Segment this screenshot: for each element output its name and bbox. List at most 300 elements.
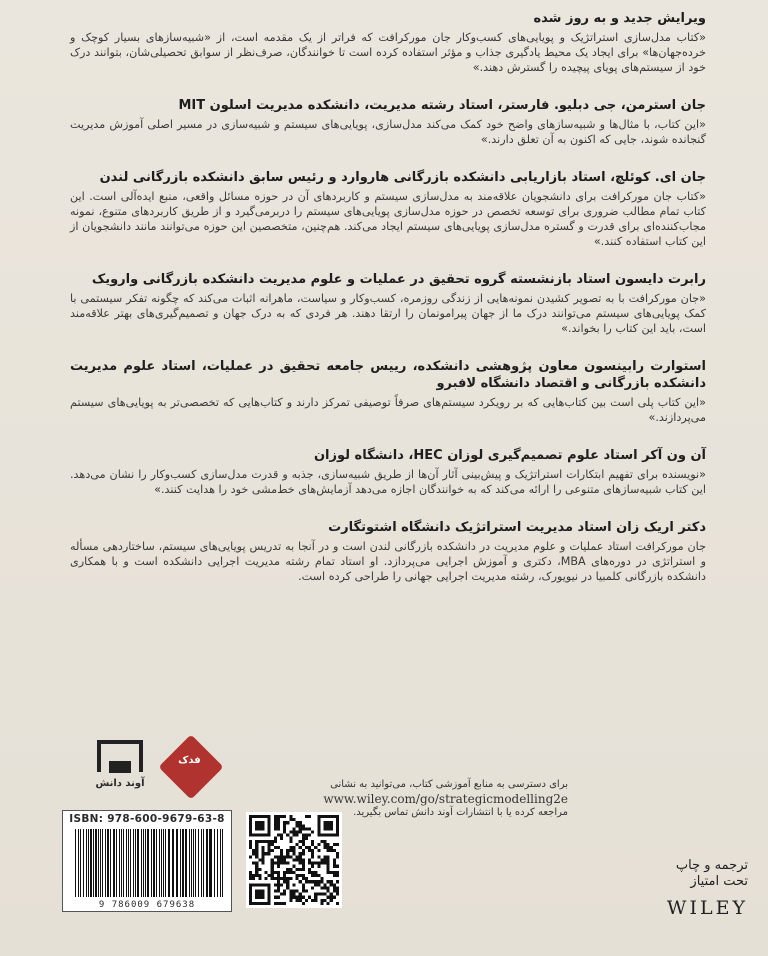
qr-module bbox=[286, 877, 289, 880]
qr-module bbox=[274, 871, 277, 874]
qr-module bbox=[274, 855, 277, 858]
barcode-bar bbox=[203, 829, 204, 897]
qr-module bbox=[327, 889, 330, 892]
qr-module bbox=[333, 849, 336, 852]
section-text: «این کتاب پلی است بین کتاب‌هایی که بر رویکرد سیستم‌های صرفاً توصیفی تمرکز دارند و کتاب‌هایی که تخصصی‌تر به پویایی‌های سیستم می‌پردازند.» bbox=[70, 396, 706, 424]
qr-module bbox=[320, 899, 323, 902]
qr-module bbox=[296, 858, 299, 861]
qr-module bbox=[323, 862, 326, 865]
qr-module bbox=[280, 883, 283, 886]
qr-module bbox=[317, 883, 320, 886]
endorsements bbox=[70, 10, 706, 606]
qr-module bbox=[292, 831, 295, 834]
qr-module bbox=[336, 843, 339, 846]
qr-module bbox=[271, 843, 274, 846]
qr-module bbox=[283, 871, 286, 874]
qr-module bbox=[302, 840, 305, 843]
qr-module bbox=[296, 843, 299, 846]
qr-module bbox=[302, 824, 305, 827]
qr-module bbox=[286, 849, 289, 852]
qr-module bbox=[252, 877, 255, 880]
qr-module bbox=[317, 843, 320, 846]
qr-module bbox=[296, 896, 299, 899]
qr-module bbox=[283, 831, 286, 834]
qr-module bbox=[314, 874, 317, 877]
qr-module bbox=[299, 858, 302, 861]
barcode-bar bbox=[98, 829, 99, 897]
qr-module bbox=[314, 846, 317, 849]
qr-module bbox=[277, 877, 280, 880]
qr-module bbox=[289, 815, 292, 818]
barcode-bar bbox=[168, 829, 170, 897]
qr-module bbox=[311, 880, 314, 883]
qr-module bbox=[311, 871, 314, 874]
barcode-bar bbox=[126, 829, 127, 897]
qr-module bbox=[280, 858, 283, 861]
barcode-icon bbox=[75, 829, 223, 897]
qr-module bbox=[311, 840, 314, 843]
qr-module bbox=[330, 849, 333, 852]
qr-module bbox=[292, 858, 295, 861]
section-text: «جان مورکرافت با به تصویر کشیدن نمونه‌هایی از زندگی روزمره، کسب‌وکار و سیاست، ماهرانه اثبات می‌کند که چگونه تفکر سیستمی با کمک پویایی‌های سیستم می‌توانند درک ما از جهان پیرامونمان را ارتقا دهند. هر فردی که به درک جهان و تصمیم‌گیری‌های بهتر علاقه‌مند است، باید این کتاب را بخواند.» bbox=[70, 292, 706, 335]
qr-module bbox=[271, 868, 274, 871]
qr-module bbox=[327, 849, 330, 852]
barcode-bar bbox=[172, 829, 174, 897]
qr-module bbox=[333, 865, 336, 868]
qr-module bbox=[292, 834, 295, 837]
qr-module bbox=[336, 871, 339, 874]
qr-module bbox=[271, 849, 274, 852]
qr-module bbox=[261, 846, 264, 849]
qr-module bbox=[268, 852, 271, 855]
qr-module bbox=[292, 846, 295, 849]
qr-module bbox=[323, 840, 326, 843]
qr-module bbox=[302, 834, 305, 837]
barcode-bar bbox=[193, 829, 194, 897]
qr-module bbox=[289, 831, 292, 834]
qr-module bbox=[302, 858, 305, 861]
barcode-bar bbox=[189, 829, 190, 897]
qr-module bbox=[302, 862, 305, 865]
section-quelch bbox=[70, 169, 706, 249]
barcode-bar bbox=[135, 829, 136, 897]
qr-module bbox=[320, 886, 323, 889]
qr-module bbox=[296, 889, 299, 892]
qr-module bbox=[249, 846, 252, 849]
qr-module bbox=[311, 874, 314, 877]
barcode-bar bbox=[75, 829, 76, 897]
barcode-bar bbox=[217, 829, 218, 897]
avand-danesh-logo bbox=[90, 740, 150, 798]
qr-module bbox=[308, 858, 311, 861]
qr-module bbox=[277, 880, 280, 883]
qr-module bbox=[283, 855, 286, 858]
qr-module bbox=[289, 899, 292, 902]
qr-module bbox=[311, 831, 314, 834]
qr-module bbox=[330, 871, 333, 874]
qr-module bbox=[292, 893, 295, 896]
qr-module bbox=[314, 893, 317, 896]
qr-module bbox=[277, 824, 280, 827]
qr-module bbox=[274, 837, 277, 840]
barcode-bar bbox=[198, 829, 199, 897]
barcode-bar bbox=[147, 829, 149, 897]
qr-module bbox=[308, 815, 311, 818]
barcode-bar bbox=[105, 829, 106, 897]
qr-module bbox=[302, 837, 305, 840]
qr-module bbox=[261, 855, 264, 858]
fadak-logo bbox=[158, 734, 223, 799]
qr-module bbox=[296, 874, 299, 877]
translation-credit bbox=[638, 858, 748, 890]
qr-module bbox=[283, 858, 286, 861]
qr-module bbox=[289, 846, 292, 849]
barcode-bar bbox=[210, 829, 212, 897]
qr-module bbox=[271, 871, 274, 874]
qr-module bbox=[274, 902, 277, 905]
qr-module bbox=[336, 880, 339, 883]
barcode-bar bbox=[222, 829, 223, 897]
wiley-logo: WILEY bbox=[666, 897, 748, 919]
qr-module bbox=[299, 821, 302, 824]
qr-module bbox=[277, 862, 280, 865]
qr-module bbox=[330, 883, 333, 886]
qr-module bbox=[292, 818, 295, 821]
qr-module bbox=[274, 896, 277, 899]
qr-module bbox=[283, 877, 286, 880]
barcode-bar bbox=[141, 829, 142, 897]
qr-module bbox=[286, 886, 289, 889]
qr-module bbox=[258, 840, 261, 843]
qr-module bbox=[330, 880, 333, 883]
qr-module bbox=[320, 862, 323, 865]
qr-module bbox=[283, 862, 286, 865]
section-van-ackere bbox=[70, 447, 706, 497]
barcode-bar bbox=[119, 829, 120, 897]
qr-module bbox=[317, 862, 320, 865]
qr-module bbox=[299, 862, 302, 865]
qr-module bbox=[283, 880, 286, 883]
barcode-bar bbox=[88, 829, 89, 897]
barcode-bar bbox=[206, 829, 208, 897]
qr-module bbox=[258, 858, 261, 861]
section-text: «این کتاب، با مثال‌ها و شبیه‌سازهای واضح خود کمک می‌کند مدل‌سازی، پویایی‌های سیستم و شبیه‌سازی در مسیر اصلی آموزش مدیریت گنجانده شوند، جایی که اکنون به آن تعلق دارند.» bbox=[70, 118, 706, 146]
qr-module bbox=[277, 902, 280, 905]
qr-module bbox=[305, 837, 308, 840]
qr-module bbox=[274, 883, 277, 886]
qr-module bbox=[302, 843, 305, 846]
qr-module bbox=[280, 862, 283, 865]
qr-module bbox=[277, 846, 280, 849]
isbn-barcode bbox=[62, 810, 232, 912]
qr-module bbox=[277, 821, 280, 824]
barcode-bar bbox=[83, 829, 84, 897]
resources-url: www.wiley.com/go/strategicmodelling2e bbox=[323, 792, 568, 806]
qr-module bbox=[274, 818, 277, 821]
qr-module bbox=[252, 852, 255, 855]
qr-module bbox=[311, 855, 314, 858]
section-text: «کتاب مدل‌سازی استراتژیک و پویایی‌های کسب‌وکار جان مورکرافت که فراتر از یک مقدمه است، از «شبیه‌سازهای بسیار کوچک و خرده‌جهان‌ها» برای ایجاد یک محیط یادگیری جذاب و مؤثر استفاده کرده است تا خوانندگان، صرف‌نظر از سوابق تحصیلی‌شان، بتوانند درک خود از سیستم‌های پویای پیچیده را گسترش دهند.» bbox=[70, 31, 706, 74]
qr-module bbox=[255, 862, 258, 865]
qr-module bbox=[330, 899, 333, 902]
qr-module bbox=[296, 868, 299, 871]
barcode-bar bbox=[123, 829, 124, 897]
qr-module bbox=[317, 855, 320, 858]
qr-module bbox=[289, 840, 292, 843]
qr-module bbox=[280, 837, 283, 840]
qr-module bbox=[336, 893, 339, 896]
qr-module bbox=[289, 877, 292, 880]
qr-module bbox=[289, 855, 292, 858]
qr-module bbox=[333, 871, 336, 874]
section-text: «کتاب جان مورکرافت برای دانشجویان علاقه‌مند به مدل‌سازی سیستم و کاربردهای آن در حوزه مسائل واقعی، منبع ایده‌آلی است. این کتاب تمام مطالب ضروری برای توسعه تخصص در حوزه مدل‌سازی پویایی‌های سیستم را دربرمی‌گیرد و از طریق کاربردهای متنوع، نمونه مجاب‌کننده‌ای برای قدرت و گستره مدل‌سازی پویایی‌های سیستم ایجاد می‌کند. هم‌چنین، متخصصین این حوزه می‌توانند مانند دانشجویان از این کتاب استفاده کنند.» bbox=[70, 190, 706, 248]
fadak-label: فدک bbox=[178, 754, 201, 766]
qr-module bbox=[268, 843, 271, 846]
qr-module bbox=[299, 824, 302, 827]
qr-module bbox=[277, 818, 280, 821]
qr-module bbox=[302, 874, 305, 877]
qr-module bbox=[308, 871, 311, 874]
barcode-bar bbox=[145, 829, 146, 897]
qr-module bbox=[323, 846, 326, 849]
resources-line2: مراجعه کرده یا با انتشارات آوند دانش تماس بگیرید. bbox=[353, 807, 568, 818]
qr-module bbox=[277, 815, 280, 818]
qr-module bbox=[277, 896, 280, 899]
qr-module bbox=[333, 874, 336, 877]
qr-module bbox=[305, 827, 308, 830]
qr-module bbox=[336, 902, 339, 905]
qr-module bbox=[308, 849, 311, 852]
qr-module bbox=[302, 852, 305, 855]
qr-module bbox=[302, 902, 305, 905]
qr-module bbox=[255, 871, 258, 874]
qr-module bbox=[299, 827, 302, 830]
qr-module bbox=[289, 818, 292, 821]
barcode-bar bbox=[176, 829, 178, 897]
qr-module bbox=[289, 837, 292, 840]
barcode-bar bbox=[107, 829, 109, 897]
qr-module bbox=[299, 846, 302, 849]
barcode-bar bbox=[80, 829, 81, 897]
qr-module bbox=[292, 852, 295, 855]
barcode-bar bbox=[156, 829, 157, 897]
qr-module bbox=[292, 865, 295, 868]
barcode-bar bbox=[191, 829, 192, 897]
qr-module bbox=[283, 902, 286, 905]
qr-module bbox=[320, 893, 323, 896]
qr-module bbox=[327, 865, 330, 868]
qr-module bbox=[274, 821, 277, 824]
barcode-digits: 9 786009 679638 bbox=[98, 900, 196, 910]
qr-module bbox=[283, 889, 286, 892]
qr-module bbox=[249, 840, 252, 843]
qr-module bbox=[323, 821, 332, 830]
barcode-bar bbox=[159, 829, 160, 897]
qr-module bbox=[255, 889, 264, 898]
qr-module bbox=[277, 874, 280, 877]
qr-module bbox=[314, 896, 317, 899]
qr-module bbox=[249, 874, 252, 877]
barcode-bar bbox=[116, 829, 117, 897]
qr-module bbox=[286, 880, 289, 883]
qr-module bbox=[323, 893, 326, 896]
qr-module bbox=[286, 834, 289, 837]
qr-module bbox=[314, 880, 317, 883]
qr-module bbox=[274, 824, 277, 827]
qr-module bbox=[283, 827, 286, 830]
section-heading: جان ای. کوئلچ، استاد بازاریابی دانشکده بازرگانی هاروارد و رئیس سابق دانشکده بازرگانی لندن bbox=[99, 170, 706, 185]
qr-module bbox=[308, 880, 311, 883]
qr-module bbox=[317, 865, 320, 868]
qr-module bbox=[333, 862, 336, 865]
qr-module bbox=[305, 815, 308, 818]
qr-module bbox=[302, 849, 305, 852]
qr-module bbox=[271, 874, 274, 877]
qr-module bbox=[299, 868, 302, 871]
qr-module bbox=[274, 815, 277, 818]
qr-module bbox=[283, 824, 286, 827]
qr-module bbox=[333, 883, 336, 886]
qr-module bbox=[311, 899, 314, 902]
qr-module bbox=[323, 843, 326, 846]
qr-module bbox=[258, 877, 261, 880]
qr-module bbox=[299, 899, 302, 902]
qr-module bbox=[274, 827, 277, 830]
qr-module bbox=[333, 886, 336, 889]
qr-module bbox=[317, 893, 320, 896]
section-text: جان مورکرافت استاد عملیات و علوم مدیریت در دانشکده بازرگانی لندن است و در آنجا به تدریس پویایی‌های سیستم، ساختاردهی مسأله و استراتژی در دوره‌های MBA، دکتری و آموزش اجرایی می‌پردازد. او استاد تمام رشته مدیریت اجرایی دانشکده است و با همکاری دانشکده بازرگانی کلمبیا در نیویورک، رشته مدیریت اجرایی جهانی را طراحی کرده است. bbox=[70, 540, 706, 583]
qr-module bbox=[296, 821, 299, 824]
qr-module bbox=[311, 886, 314, 889]
qr-module bbox=[305, 846, 308, 849]
qr-module bbox=[280, 877, 283, 880]
barcode-bar bbox=[209, 829, 210, 897]
section-heading: رابرت دایسون استاد بازنشسته گروه تحقیق در عملیات و علوم مدیریت دانشکده بازرگانی وارویک bbox=[91, 272, 706, 287]
barcode-bar bbox=[214, 829, 215, 897]
qr-module bbox=[286, 868, 289, 871]
qr-module bbox=[327, 871, 330, 874]
qr-module bbox=[299, 880, 302, 883]
barcode-bar bbox=[110, 829, 111, 897]
qr-module bbox=[261, 858, 264, 861]
qr-module bbox=[308, 862, 311, 865]
barcode-bar bbox=[201, 829, 202, 897]
section-sterman bbox=[70, 97, 706, 147]
qr-module bbox=[330, 896, 333, 899]
qr-module bbox=[289, 871, 292, 874]
qr-module bbox=[296, 899, 299, 902]
qr-module bbox=[268, 846, 271, 849]
qr-module bbox=[323, 899, 326, 902]
barcode-bar bbox=[163, 829, 165, 897]
qr-module bbox=[296, 834, 299, 837]
qr-module bbox=[283, 821, 286, 824]
qr-module bbox=[320, 840, 323, 843]
qr-module bbox=[327, 896, 330, 899]
qr-module bbox=[265, 877, 268, 880]
qr-module bbox=[265, 852, 268, 855]
qr-module bbox=[277, 871, 280, 874]
qr-module bbox=[336, 855, 339, 858]
qr-module bbox=[289, 868, 292, 871]
qr-module bbox=[314, 862, 317, 865]
barcode-bar bbox=[185, 829, 187, 897]
qr-module bbox=[265, 871, 268, 874]
qr-module bbox=[280, 834, 283, 837]
qr-module bbox=[299, 874, 302, 877]
qr-module bbox=[255, 843, 258, 846]
qr-module bbox=[333, 889, 336, 892]
qr-module bbox=[271, 862, 274, 865]
qr-module bbox=[255, 840, 258, 843]
qr-module bbox=[289, 893, 292, 896]
barcode-bar bbox=[100, 829, 101, 897]
qr-module bbox=[330, 846, 333, 849]
qr-module bbox=[292, 889, 295, 892]
qr-module bbox=[333, 843, 336, 846]
qr-module bbox=[255, 846, 258, 849]
barcode-bar bbox=[195, 829, 196, 897]
book-icon bbox=[97, 740, 143, 772]
qr-module bbox=[292, 849, 295, 852]
qr-module bbox=[305, 834, 308, 837]
qr-module bbox=[277, 855, 280, 858]
qr-module bbox=[277, 865, 280, 868]
qr-module bbox=[314, 871, 317, 874]
barcode-bar bbox=[121, 829, 122, 897]
qr-module bbox=[336, 889, 339, 892]
qr-module bbox=[249, 871, 252, 874]
section-new-edition bbox=[70, 10, 706, 75]
section-heading: استوارت رابینسون معاون پژوهشی دانشکده، رییس جامعه تحقیق در عملیات، استاد علوم مدیریت دانشکده بازرگانی و اقتصاد دانشگاه لافبرو bbox=[70, 359, 706, 391]
qr-module bbox=[280, 893, 283, 896]
qr-module bbox=[302, 896, 305, 899]
qr-module bbox=[296, 877, 299, 880]
qr-module bbox=[308, 896, 311, 899]
qr-module bbox=[302, 889, 305, 892]
qr-module bbox=[255, 868, 258, 871]
qr-module bbox=[286, 862, 289, 865]
qr-module bbox=[274, 840, 277, 843]
qr-module bbox=[280, 849, 283, 852]
barcode-bar bbox=[86, 829, 87, 897]
qr-module bbox=[308, 827, 311, 830]
qr-module bbox=[305, 899, 308, 902]
qr-module bbox=[336, 852, 339, 855]
qr-module bbox=[333, 858, 336, 861]
qr-module bbox=[271, 858, 274, 861]
barcode-bar bbox=[95, 829, 97, 897]
qr-module bbox=[302, 883, 305, 886]
qr-module bbox=[255, 855, 258, 858]
qr-module bbox=[311, 865, 314, 868]
qr-module bbox=[299, 840, 302, 843]
qr-module bbox=[277, 858, 280, 861]
qr-module bbox=[336, 886, 339, 889]
qr-module bbox=[299, 896, 302, 899]
qr-module bbox=[249, 843, 252, 846]
qr-module bbox=[317, 849, 320, 852]
barcode-bar bbox=[183, 829, 184, 897]
qr-module bbox=[268, 840, 271, 843]
qr-module bbox=[274, 889, 277, 892]
qr-module bbox=[302, 868, 305, 871]
barcode-bar bbox=[180, 829, 181, 897]
qr-module bbox=[286, 821, 289, 824]
barcode-bar bbox=[153, 829, 154, 897]
qr-module bbox=[283, 893, 286, 896]
qr-module bbox=[283, 815, 286, 818]
